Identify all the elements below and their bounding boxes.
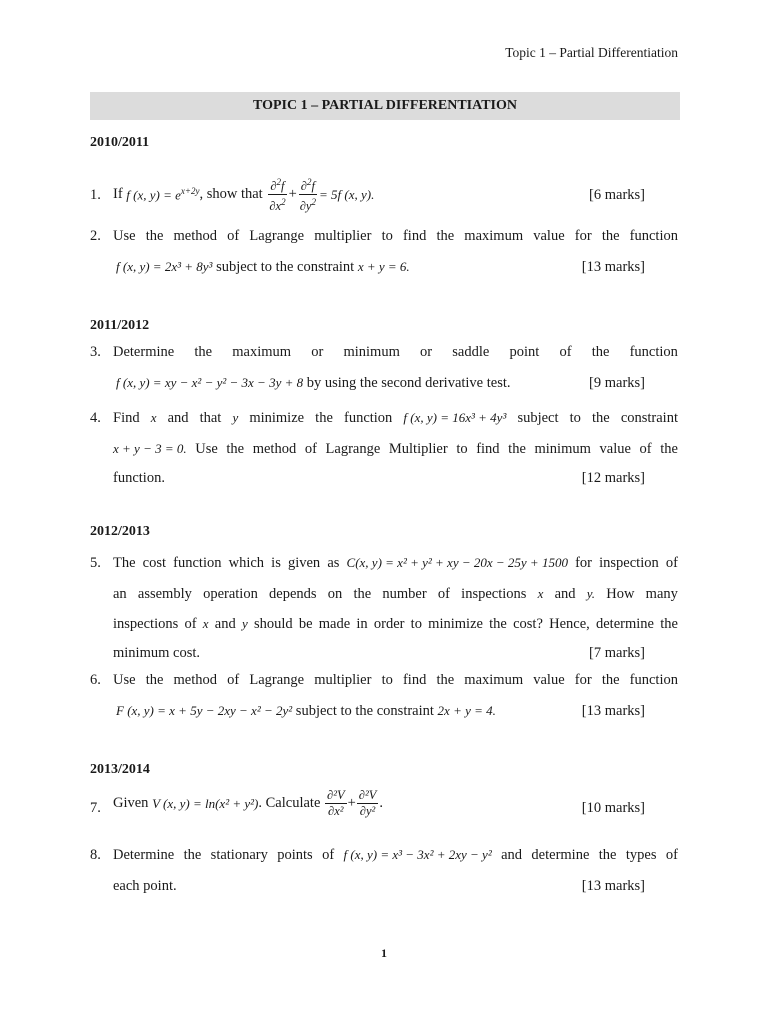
text-line bbox=[113, 616, 678, 633]
word: Use bbox=[113, 672, 136, 688]
question-4 bbox=[90, 410, 678, 490]
math-expr: f (x, y) = xy − x² − y² − 3x − 3y + 8 bbox=[116, 375, 304, 390]
text-line bbox=[113, 847, 678, 864]
word: the bbox=[598, 847, 617, 863]
marks: [7 marks] bbox=[589, 645, 645, 661]
word: of bbox=[184, 616, 197, 632]
question-number: 6. bbox=[90, 672, 101, 688]
word: many bbox=[645, 586, 678, 602]
word: or bbox=[420, 344, 433, 360]
word: x bbox=[537, 586, 544, 601]
word: Use bbox=[113, 228, 136, 244]
word: the bbox=[436, 672, 455, 688]
word: and bbox=[167, 410, 189, 426]
word: the bbox=[183, 847, 202, 863]
word: point bbox=[509, 344, 540, 360]
fraction: $\frac{\partial^2f}{\partial y^2}$ bbox=[299, 177, 316, 214]
word: for bbox=[575, 555, 592, 571]
word: Find bbox=[113, 410, 140, 426]
math-expr: V (x, y) = ln(x² + y²) bbox=[152, 795, 259, 811]
marks: [10 marks] bbox=[581, 800, 645, 816]
word: Determine bbox=[113, 847, 175, 863]
word: of bbox=[665, 847, 678, 863]
text: . Calculate bbox=[258, 795, 321, 811]
question-6 bbox=[90, 672, 678, 722]
word: the bbox=[353, 586, 372, 602]
word: be bbox=[298, 616, 313, 632]
word: the bbox=[660, 616, 678, 632]
question-number: 5. bbox=[90, 555, 101, 571]
word: inspection bbox=[599, 555, 659, 571]
word: y bbox=[241, 616, 248, 631]
word: determine bbox=[531, 847, 590, 863]
word: the bbox=[194, 344, 213, 360]
word: to bbox=[410, 616, 422, 632]
marks: [13 marks] bbox=[581, 703, 645, 719]
word: C(x, y) = x² + y² + xy − 20x − 25y + 1500 bbox=[346, 555, 568, 570]
word: the bbox=[145, 672, 164, 688]
word: Lagrange bbox=[249, 672, 305, 688]
text-line: each point. bbox=[113, 878, 177, 894]
question-3 bbox=[90, 344, 678, 394]
word: function bbox=[343, 410, 393, 426]
text-line: function. bbox=[113, 470, 165, 486]
fraction: $\frac{\text{∂²V}}{\text{∂x²}}$ bbox=[327, 788, 345, 818]
word: function bbox=[629, 228, 678, 244]
text-line bbox=[113, 672, 678, 689]
word: find bbox=[476, 441, 500, 457]
running-head: Topic 1 – Partial Differentiation bbox=[505, 45, 678, 60]
word: method bbox=[173, 672, 218, 688]
word: and bbox=[214, 616, 236, 632]
math-expr: f (x, $y) = e^{x+2y}$ bbox=[126, 185, 200, 203]
text-line bbox=[113, 344, 678, 361]
math-expr: f (x, y) = 2x³ + 8y³ bbox=[116, 259, 213, 274]
word: x bbox=[202, 616, 209, 631]
word: to bbox=[456, 441, 468, 457]
word: Lagrange bbox=[325, 441, 381, 457]
word: the bbox=[436, 228, 455, 244]
word: Hence, bbox=[549, 616, 590, 632]
word: in bbox=[356, 616, 368, 632]
text: , show that bbox=[199, 186, 263, 203]
word: for bbox=[574, 228, 592, 244]
word: the bbox=[226, 441, 245, 457]
word: multiplier bbox=[314, 672, 372, 688]
word: maximum bbox=[464, 672, 524, 688]
math-expr: = 5f (x, y). bbox=[318, 186, 375, 202]
text-line: minimum cost. bbox=[113, 645, 200, 661]
year-heading: 2010/2011 bbox=[90, 135, 150, 150]
text: If bbox=[113, 186, 123, 203]
word: f (x, y) = x³ − 3x² + 2xy − y² bbox=[343, 847, 492, 862]
word: function bbox=[173, 555, 222, 571]
word: is bbox=[271, 555, 281, 571]
word: the bbox=[508, 441, 526, 457]
word: value bbox=[533, 672, 565, 688]
fraction: $\frac{\text{∂²V}}{\text{∂y²}}$ bbox=[358, 788, 377, 818]
word: inspections bbox=[113, 616, 179, 632]
marks: [12 marks] bbox=[581, 470, 645, 486]
page-number: 1 bbox=[381, 946, 387, 960]
word: the bbox=[315, 410, 333, 426]
word: of bbox=[559, 344, 572, 360]
question-number: 3. bbox=[90, 344, 101, 360]
question-number: 8. bbox=[90, 847, 101, 863]
word: points bbox=[277, 847, 313, 863]
word: types bbox=[625, 847, 657, 863]
word: the bbox=[601, 228, 620, 244]
word: x bbox=[150, 410, 157, 425]
marks: [9 marks] bbox=[589, 375, 645, 391]
word: given bbox=[287, 555, 321, 571]
page-title: TOPIC 1 – PARTIAL DIFFERENTIATION bbox=[90, 92, 680, 120]
word: Use bbox=[195, 441, 218, 457]
word: the bbox=[601, 672, 620, 688]
question-number: 2. bbox=[90, 228, 101, 244]
word: minimum bbox=[343, 344, 400, 360]
word: or bbox=[311, 344, 324, 360]
text-line bbox=[113, 410, 678, 427]
year-heading: 2012/2013 bbox=[90, 524, 150, 539]
marks: [13 marks] bbox=[581, 878, 645, 894]
word: the bbox=[489, 616, 507, 632]
word: function bbox=[629, 672, 678, 688]
word: of bbox=[639, 441, 652, 457]
text-line bbox=[113, 586, 678, 603]
text-line bbox=[113, 555, 678, 572]
question-5 bbox=[90, 555, 678, 665]
word: The bbox=[113, 555, 136, 571]
word: number bbox=[382, 586, 427, 602]
word: y. bbox=[586, 586, 596, 601]
word: of bbox=[665, 555, 678, 571]
word: maximum bbox=[232, 344, 292, 360]
question-number: 7. bbox=[90, 800, 101, 816]
question-8 bbox=[90, 847, 678, 897]
math-expr: x + y = 6. bbox=[357, 259, 410, 274]
word: to bbox=[381, 228, 393, 244]
word: minimum bbox=[534, 441, 591, 457]
word: and bbox=[501, 847, 523, 863]
word: depends bbox=[269, 586, 317, 602]
question-7: 7. Given V (x, y) = ln(x² + y²) . Calculate $\frac{\text{∂²V}}{\text{∂x²}}$ + $\frac{\text{∂²V}}{\text{∂y²}}$ . [10 marks] bbox=[90, 788, 645, 818]
word: value bbox=[599, 441, 631, 457]
word: should bbox=[253, 616, 293, 632]
word: made bbox=[318, 616, 351, 632]
text-line bbox=[113, 441, 678, 458]
text: by using the second derivative test. bbox=[306, 375, 511, 391]
math-expr: F (x, y) = x + 5y − 2xy − x² − 2y² bbox=[116, 703, 293, 718]
word: as bbox=[327, 555, 340, 571]
word: stationary bbox=[210, 847, 268, 863]
text-line bbox=[113, 228, 678, 245]
word: the bbox=[660, 441, 678, 457]
text: subject to the constraint bbox=[295, 703, 434, 719]
word: of bbox=[304, 441, 317, 457]
math-expr: 2x + y = 4. bbox=[437, 703, 496, 718]
word: Multiplier bbox=[388, 441, 448, 457]
word: Lagrange bbox=[249, 228, 305, 244]
word: of bbox=[227, 228, 240, 244]
word: minimize bbox=[428, 616, 483, 632]
word: cost bbox=[142, 555, 167, 571]
year-heading: 2011/2012 bbox=[90, 318, 150, 333]
word: method bbox=[252, 441, 297, 457]
word: inspections bbox=[461, 586, 527, 602]
text: subject to the constraint bbox=[216, 259, 355, 275]
word: of bbox=[437, 586, 450, 602]
word: to bbox=[569, 410, 581, 426]
word: value bbox=[533, 228, 565, 244]
word: constraint bbox=[620, 410, 678, 426]
word: method bbox=[173, 228, 218, 244]
question-2 bbox=[90, 228, 678, 278]
word: find bbox=[402, 672, 427, 688]
word: to bbox=[381, 672, 393, 688]
word: function bbox=[629, 344, 678, 360]
word: the bbox=[592, 410, 610, 426]
word: cost? bbox=[513, 616, 543, 632]
question-1: 1. If f (x, $y) = e^{x+2y}$ , show that $\frac{\partial^2f}{\partial x^2}$ + $\frac{\partial^2f}{\partial y^2}$ = 5f (x, y). [6 marks] bbox=[90, 177, 645, 214]
word: y bbox=[232, 410, 239, 425]
word: which bbox=[228, 555, 265, 571]
fraction: $\frac{\partial^2f}{\partial x^2}$ bbox=[269, 177, 286, 214]
word: x + y − 3 = 0. bbox=[113, 441, 187, 456]
word: for bbox=[574, 672, 592, 688]
question-number: 4. bbox=[90, 410, 101, 426]
word: operation bbox=[203, 586, 258, 602]
word: the bbox=[145, 228, 164, 244]
word: an bbox=[113, 586, 127, 602]
word: that bbox=[199, 410, 222, 426]
word: subject bbox=[517, 410, 559, 426]
text: Given bbox=[113, 795, 149, 811]
word: of bbox=[227, 672, 240, 688]
word: maximum bbox=[464, 228, 524, 244]
marks: [13 marks] bbox=[581, 259, 645, 275]
word: of bbox=[322, 847, 335, 863]
word: assembly bbox=[137, 586, 192, 602]
question-number: 1. bbox=[90, 187, 101, 203]
word: How bbox=[606, 586, 635, 602]
word: multiplier bbox=[314, 228, 372, 244]
word: order bbox=[373, 616, 405, 632]
word: determine bbox=[595, 616, 654, 632]
word: minimize bbox=[249, 410, 305, 426]
word: and bbox=[554, 586, 576, 602]
word: on bbox=[327, 586, 343, 602]
word: the bbox=[591, 344, 610, 360]
word: Determine bbox=[113, 344, 175, 360]
marks: [6 marks] bbox=[589, 187, 645, 203]
word: find bbox=[402, 228, 427, 244]
word: f (x, y) = 16x³ + 4y³ bbox=[403, 410, 507, 425]
word: saddle bbox=[452, 344, 490, 360]
year-heading: 2013/2014 bbox=[90, 762, 150, 777]
